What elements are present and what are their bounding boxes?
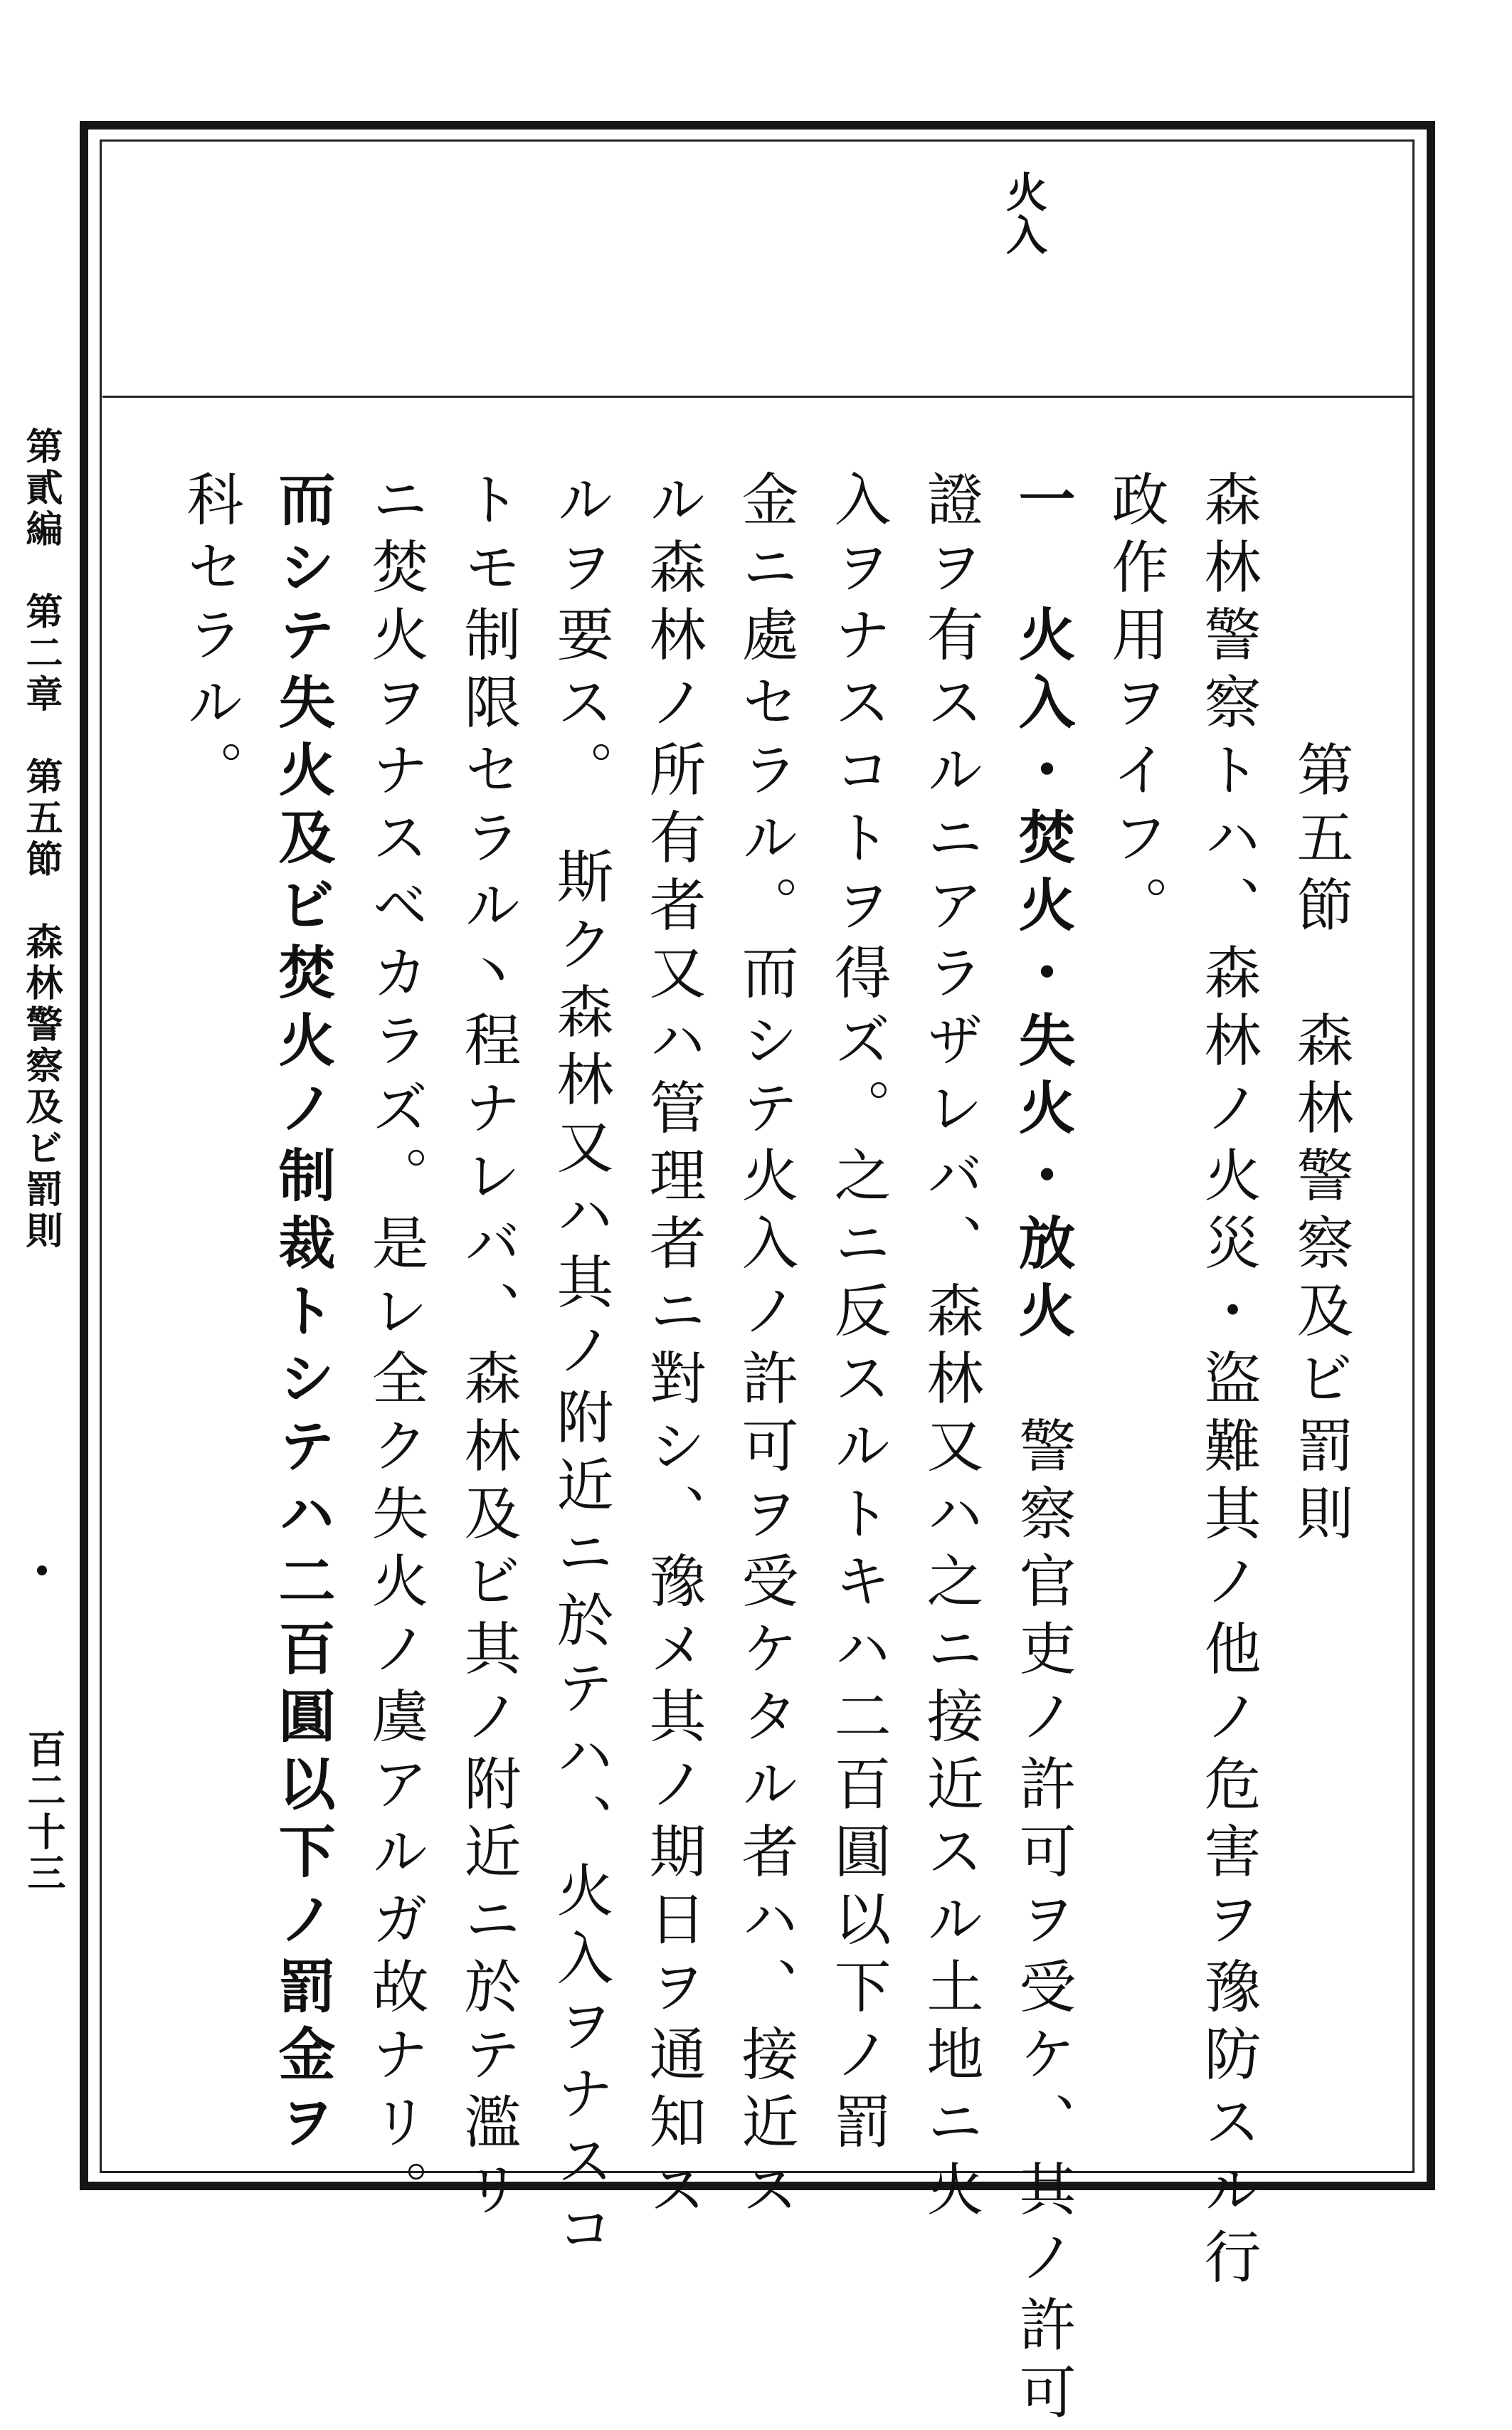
column-text: 金ニ處セラル。而シテ火入ノ許可ヲ受ケタル者ハ、接近ス (732, 470, 798, 2227)
body-column (256, 470, 349, 2160)
body-column (904, 470, 996, 2227)
body-column (626, 470, 719, 2227)
body-column (996, 470, 1089, 2430)
body-column (1181, 470, 1274, 2295)
body-column (1089, 470, 1181, 943)
column-text: ニ焚火ヲナスベカラズ。是レ全ク失火ノ虞アルガ故ナリ。 (362, 470, 428, 2227)
bold-term: 而シテ失火及ビ焚火ノ制裁トシテハ二百圓以下ノ罰金ヲ (269, 470, 336, 2160)
body-column (534, 470, 626, 2266)
running-head: 火入 (999, 171, 1047, 256)
body-column (441, 470, 534, 2227)
page-number: 百二十三 (21, 1729, 67, 1894)
header-rule (102, 396, 1412, 398)
section-heading (1274, 740, 1366, 1551)
margin-dot (37, 1565, 47, 1575)
column-text: 入ヲナスコトヲ得ズ。之ニ反スルトキハ二百圓以下ノ罰 (825, 470, 891, 2160)
body-column (719, 470, 811, 2227)
column-text: 政作用ヲイフ。 (1102, 470, 1168, 943)
column-text: トモ制限セラル丶程ナレバ、森林及ビ其ノ附近ニ於テ濫リ (455, 470, 521, 2227)
item-number: 一 (1009, 470, 1076, 605)
body-column (349, 470, 441, 2227)
column-text: 警察官吏ノ許可ヲ受ケ、其ノ許可 (1010, 1348, 1076, 2430)
bold-term: 火入・焚火・失火・放火 (1009, 605, 1076, 1348)
column-text: 森林警察トハ、森林ノ火災・盜難其ノ他ノ危害ヲ豫防スル行 (1195, 470, 1261, 2295)
column-text: 證ヲ有スルニアラザレバ、森林又ハ之ニ接近スル土地ニ火 (917, 470, 983, 2227)
column-text: 第五節 森林警察及ビ罰則 (1287, 740, 1353, 1551)
column-text: ル森林ノ所有者又ハ管理者ニ對シ、豫メ其ノ期日ヲ通知ス (640, 470, 706, 2227)
body-column (811, 470, 904, 2160)
column-text: ルヲ要ス。 斯ク森林又ハ其ノ附近ニ於テハ、火入ヲナスコ (547, 470, 613, 2266)
margin-chapter-title: 第貳編 第二章 第五節 森林警察及ビ罰則 (19, 427, 63, 1252)
body-column (164, 470, 256, 808)
column-text: 科セラル。 (177, 470, 243, 808)
